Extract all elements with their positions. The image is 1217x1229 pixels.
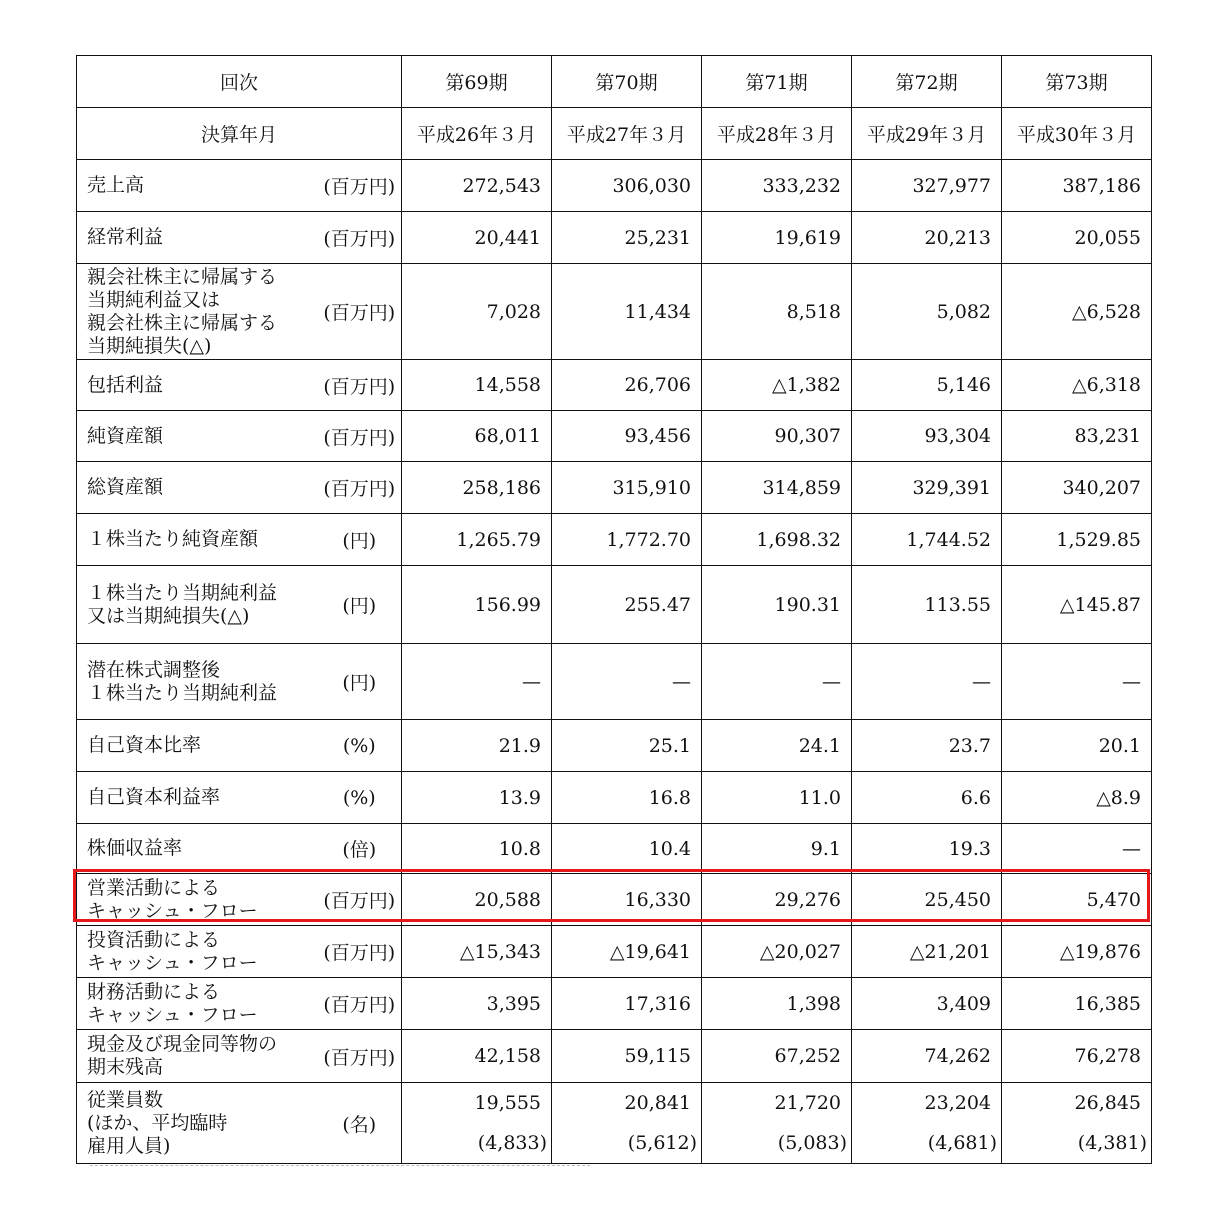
temp-employee-count: (5,612) bbox=[627, 1132, 698, 1154]
row-label: 従業員数 (ほか、平均臨時 雇用人員) bbox=[77, 1083, 318, 1164]
data-row bbox=[77, 566, 1152, 644]
value-cell: 93,304 bbox=[852, 411, 1002, 462]
employee-count: 23,204 bbox=[924, 1092, 992, 1114]
value-cell: △8.9 bbox=[1002, 772, 1152, 824]
value-cell: 25,231 bbox=[552, 212, 702, 264]
value-cell: △15,343 bbox=[402, 926, 552, 978]
value-cell: △6,318 bbox=[1002, 360, 1152, 411]
value-cell: 26,706 bbox=[552, 360, 702, 411]
employee-cell bbox=[552, 1083, 702, 1164]
temp-employee-count: (4,833) bbox=[477, 1132, 548, 1154]
row-label: 現金及び現金同等物の 期末残高 bbox=[77, 1030, 318, 1083]
row-label: 経常利益 bbox=[77, 212, 318, 264]
data-row bbox=[77, 264, 1152, 360]
data-row bbox=[77, 824, 1152, 874]
temp-employee-count: (5,083) bbox=[777, 1132, 848, 1154]
value-cell: 21.9 bbox=[402, 720, 552, 772]
value-cell: 16.8 bbox=[552, 772, 702, 824]
footnote-remnant bbox=[90, 1165, 590, 1170]
value-cell: 20,055 bbox=[1002, 212, 1152, 264]
value-cell: 93,456 bbox=[552, 411, 702, 462]
value-cell: 1,398 bbox=[702, 978, 852, 1030]
row-unit: (円) bbox=[318, 566, 402, 644]
row-unit: (百万円) bbox=[318, 160, 402, 212]
value-cell: 19.3 bbox=[852, 824, 1002, 874]
header-row-date bbox=[77, 108, 1152, 160]
data-row bbox=[77, 462, 1152, 514]
value-cell: 327,977 bbox=[852, 160, 1002, 212]
value-cell: △19,641 bbox=[552, 926, 702, 978]
employee-cell bbox=[702, 1083, 852, 1164]
row-label: 親会社株主に帰属する 当期純利益又は 親会社株主に帰属する 当期純損失(△) bbox=[77, 264, 318, 360]
row-unit: (百万円) bbox=[318, 212, 402, 264]
value-cell: 19,619 bbox=[702, 212, 852, 264]
row-unit: (百万円) bbox=[318, 462, 402, 514]
employee-count: 21,720 bbox=[774, 1092, 842, 1114]
row-label: 営業活動による キャッシュ・フロー bbox=[77, 874, 318, 926]
value-cell: 315,910 bbox=[552, 462, 702, 514]
period-header: 第73期 bbox=[1002, 56, 1152, 108]
data-row bbox=[77, 978, 1152, 1030]
date-header: 平成26年３月 bbox=[402, 108, 552, 160]
row-unit: (円) bbox=[318, 644, 402, 720]
value-cell: 1,529.85 bbox=[1002, 514, 1152, 566]
period-header-label: 回次 bbox=[77, 56, 402, 108]
value-cell: △19,876 bbox=[1002, 926, 1152, 978]
row-label: 株価収益率 bbox=[77, 824, 318, 874]
value-cell: 10.8 bbox=[402, 824, 552, 874]
value-cell: 67,252 bbox=[702, 1030, 852, 1083]
value-cell: 3,395 bbox=[402, 978, 552, 1030]
row-label: 潜在株式調整後 １株当たり当期純利益 bbox=[77, 644, 318, 720]
value-cell: 314,859 bbox=[702, 462, 852, 514]
data-row bbox=[77, 1030, 1152, 1083]
row-label: 投資活動による キャッシュ・フロー bbox=[77, 926, 318, 978]
row-label: 純資産額 bbox=[77, 411, 318, 462]
value-cell: 10.4 bbox=[552, 824, 702, 874]
period-header: 第69期 bbox=[402, 56, 552, 108]
value-cell: 11.0 bbox=[702, 772, 852, 824]
row-unit: (%) bbox=[318, 772, 402, 824]
value-cell: 20.1 bbox=[1002, 720, 1152, 772]
value-cell: 1,698.32 bbox=[702, 514, 852, 566]
value-cell: 258,186 bbox=[402, 462, 552, 514]
data-row bbox=[77, 874, 1152, 926]
value-cell: △1,382 bbox=[702, 360, 852, 411]
value-cell: 68,011 bbox=[402, 411, 552, 462]
row-label: １株当たり当期純利益 又は当期純損失(△) bbox=[77, 566, 318, 644]
value-cell: 272,543 bbox=[402, 160, 552, 212]
value-cell: 25.1 bbox=[552, 720, 702, 772]
period-header: 第72期 bbox=[852, 56, 1002, 108]
value-cell: 329,391 bbox=[852, 462, 1002, 514]
value-cell: △20,027 bbox=[702, 926, 852, 978]
value-cell: 1,772.70 bbox=[552, 514, 702, 566]
value-cell: 340,207 bbox=[1002, 462, 1152, 514]
value-cell: 190.31 bbox=[702, 566, 852, 644]
value-cell: 5,146 bbox=[852, 360, 1002, 411]
row-unit: (円) bbox=[318, 514, 402, 566]
row-label: 総資産額 bbox=[77, 462, 318, 514]
employee-cell bbox=[852, 1083, 1002, 1164]
value-cell: 17,316 bbox=[552, 978, 702, 1030]
row-label: 自己資本比率 bbox=[77, 720, 318, 772]
value-cell: 6.6 bbox=[852, 772, 1002, 824]
value-cell: 76,278 bbox=[1002, 1030, 1152, 1083]
value-cell: 90,307 bbox=[702, 411, 852, 462]
value-cell: 333,232 bbox=[702, 160, 852, 212]
value-cell: 20,441 bbox=[402, 212, 552, 264]
date-header: 平成29年３月 bbox=[852, 108, 1002, 160]
data-row bbox=[77, 160, 1152, 212]
row-label: １株当たり純資産額 bbox=[77, 514, 318, 566]
value-cell: 16,330 bbox=[552, 874, 702, 926]
row-label: 自己資本利益率 bbox=[77, 772, 318, 824]
employee-count: 26,845 bbox=[1074, 1092, 1142, 1114]
date-header: 平成30年３月 bbox=[1002, 108, 1152, 160]
value-cell: 113.55 bbox=[852, 566, 1002, 644]
row-unit: (百万円) bbox=[318, 978, 402, 1030]
value-cell: 14,558 bbox=[402, 360, 552, 411]
row-unit: (百万円) bbox=[318, 1030, 402, 1083]
value-cell: 20,213 bbox=[852, 212, 1002, 264]
value-cell: 5,470 bbox=[1002, 874, 1152, 926]
header-row-period bbox=[77, 56, 1152, 108]
value-cell: 9.1 bbox=[702, 824, 852, 874]
employee-count: 20,841 bbox=[624, 1092, 692, 1114]
value-cell: 25,450 bbox=[852, 874, 1002, 926]
value-cell: △21,201 bbox=[852, 926, 1002, 978]
date-header: 平成27年３月 bbox=[552, 108, 702, 160]
value-cell: — bbox=[702, 644, 852, 720]
value-cell: △6,528 bbox=[1002, 264, 1152, 360]
value-cell: 42,158 bbox=[402, 1030, 552, 1083]
value-cell: 29,276 bbox=[702, 874, 852, 926]
value-cell: — bbox=[402, 644, 552, 720]
data-row bbox=[77, 644, 1152, 720]
value-cell: 156.99 bbox=[402, 566, 552, 644]
value-cell: △145.87 bbox=[1002, 566, 1152, 644]
employee-count: 19,555 bbox=[474, 1092, 542, 1114]
data-row bbox=[77, 212, 1152, 264]
value-cell: 16,385 bbox=[1002, 978, 1152, 1030]
value-cell: — bbox=[1002, 644, 1152, 720]
employee-cell bbox=[1002, 1083, 1152, 1164]
financial-summary-table bbox=[76, 55, 1152, 1164]
value-cell: 1,265.79 bbox=[402, 514, 552, 566]
data-row bbox=[77, 772, 1152, 824]
period-header: 第71期 bbox=[702, 56, 852, 108]
value-cell: 3,409 bbox=[852, 978, 1002, 1030]
row-unit: (百万円) bbox=[318, 360, 402, 411]
value-cell: 306,030 bbox=[552, 160, 702, 212]
date-header: 平成28年３月 bbox=[702, 108, 852, 160]
temp-employee-count: (4,381) bbox=[1077, 1132, 1148, 1154]
employees-row bbox=[77, 1083, 1152, 1164]
value-cell: 23.7 bbox=[852, 720, 1002, 772]
value-cell: 20,588 bbox=[402, 874, 552, 926]
value-cell: 7,028 bbox=[402, 264, 552, 360]
employee-cell bbox=[402, 1083, 552, 1164]
row-unit: (百万円) bbox=[318, 926, 402, 978]
value-cell: — bbox=[552, 644, 702, 720]
temp-employee-count: (4,681) bbox=[927, 1132, 998, 1154]
value-cell: 83,231 bbox=[1002, 411, 1152, 462]
value-cell: 13.9 bbox=[402, 772, 552, 824]
row-unit: (名) bbox=[318, 1083, 402, 1164]
row-unit: (百万円) bbox=[318, 264, 402, 360]
row-label: 包括利益 bbox=[77, 360, 318, 411]
row-unit: (倍) bbox=[318, 824, 402, 874]
date-header-label: 決算年月 bbox=[77, 108, 402, 160]
value-cell: — bbox=[1002, 824, 1152, 874]
value-cell: 387,186 bbox=[1002, 160, 1152, 212]
value-cell: — bbox=[852, 644, 1002, 720]
data-row bbox=[77, 411, 1152, 462]
value-cell: 24.1 bbox=[702, 720, 852, 772]
value-cell: 74,262 bbox=[852, 1030, 1002, 1083]
row-label: 財務活動による キャッシュ・フロー bbox=[77, 978, 318, 1030]
data-row bbox=[77, 514, 1152, 566]
row-unit: (百万円) bbox=[318, 411, 402, 462]
data-row bbox=[77, 926, 1152, 978]
row-unit: (%) bbox=[318, 720, 402, 772]
value-cell: 11,434 bbox=[552, 264, 702, 360]
row-unit: (百万円) bbox=[318, 874, 402, 926]
value-cell: 8,518 bbox=[702, 264, 852, 360]
value-cell: 255.47 bbox=[552, 566, 702, 644]
value-cell: 5,082 bbox=[852, 264, 1002, 360]
row-label: 売上高 bbox=[77, 160, 318, 212]
period-header: 第70期 bbox=[552, 56, 702, 108]
table-body bbox=[77, 56, 1152, 1164]
data-row bbox=[77, 360, 1152, 411]
data-row bbox=[77, 720, 1152, 772]
value-cell: 59,115 bbox=[552, 1030, 702, 1083]
value-cell: 1,744.52 bbox=[852, 514, 1002, 566]
